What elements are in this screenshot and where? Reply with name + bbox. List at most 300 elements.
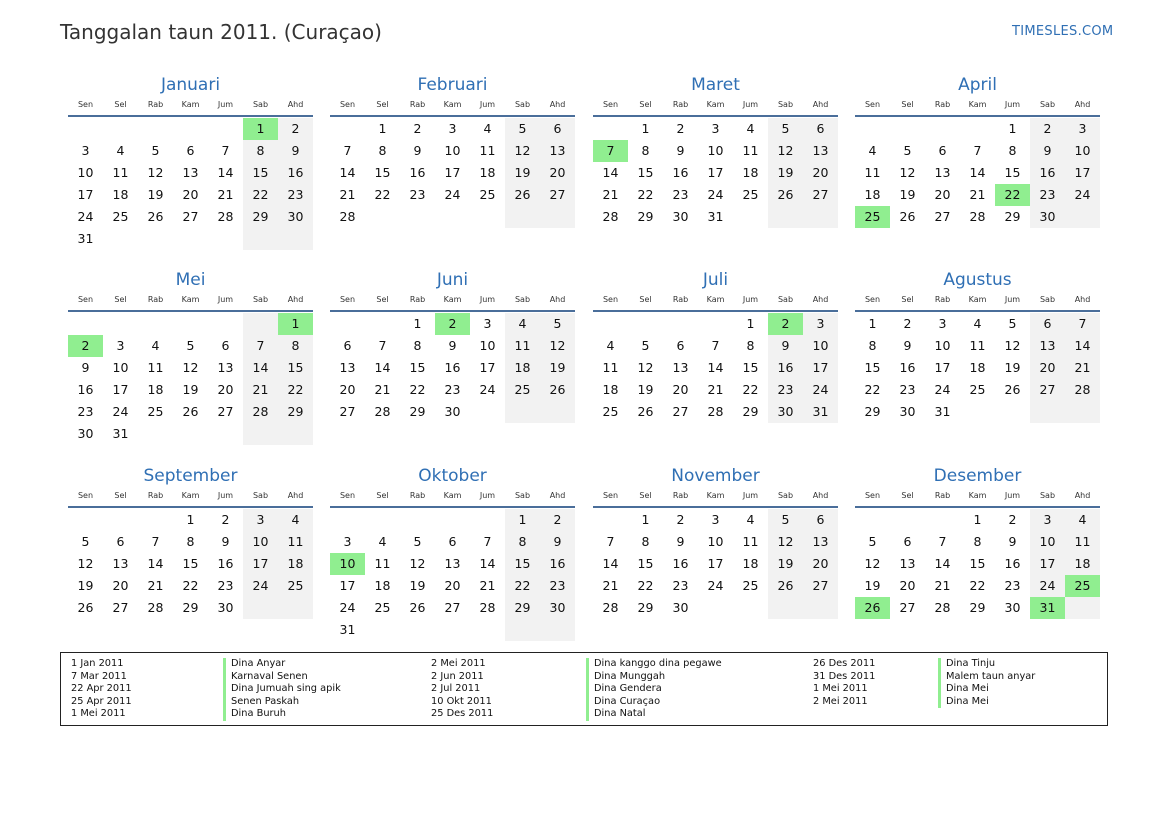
day-cell: 18: [742, 165, 759, 180]
empty-day-cell: [435, 619, 470, 641]
empty-day-cell: [470, 619, 505, 641]
day-cell: 27: [444, 600, 461, 615]
day-cell: 23: [278, 184, 313, 206]
empty-day-cell: [138, 118, 173, 140]
day-cell: 24: [1030, 575, 1065, 597]
day-grid: [330, 312, 575, 423]
weekday-label: Sel: [639, 100, 652, 109]
day-cell: 2: [413, 121, 422, 136]
day-cell: 26: [182, 404, 199, 419]
day-cell: 8: [641, 143, 650, 158]
day-cell: 8: [413, 338, 422, 353]
legend-names-2: [586, 658, 722, 721]
day-cell: 4: [505, 313, 540, 335]
day-cell: 7: [973, 143, 982, 158]
weekday-label: Sen: [602, 491, 619, 500]
day-cell: 27: [803, 184, 838, 206]
day-cell: 18: [112, 187, 129, 202]
month-calendar: [855, 268, 1100, 423]
day-cell: 21: [339, 187, 356, 202]
day-cell: 16: [540, 553, 575, 575]
day-cell: 14: [1065, 335, 1100, 357]
day-cell: 26: [147, 209, 164, 224]
empty-day-cell: [243, 597, 278, 619]
day-cell: 9: [221, 534, 230, 549]
day-cell: 7: [221, 143, 230, 158]
day-cell: 15: [742, 360, 759, 375]
weekday-label: Sen: [602, 295, 619, 304]
day-cell: 8: [868, 338, 877, 353]
day-cell: 14: [339, 165, 356, 180]
day-cell: 16: [217, 556, 234, 571]
day-cell: 11: [374, 556, 391, 571]
empty-day-cell: [1065, 597, 1100, 619]
empty-day-cell: [365, 206, 400, 228]
empty-day-cell: [435, 509, 470, 531]
empty-day-cell: [173, 313, 208, 335]
day-cell: 1: [641, 121, 650, 136]
day-cell: 21: [243, 379, 278, 401]
empty-day-cell: [855, 118, 890, 140]
holiday-day-cell: 7: [593, 140, 628, 162]
day-cell: 20: [672, 382, 689, 397]
day-cell: 23: [768, 379, 803, 401]
legend-holiday: Malem taun anyar: [938, 671, 1035, 684]
holiday-day-cell: 2: [768, 313, 803, 335]
day-cell: 8: [641, 534, 650, 549]
legend-date: 1 Jan 2011: [71, 658, 124, 669]
day-cell: 8: [278, 335, 313, 357]
day-cell: 27: [803, 575, 838, 597]
day-cell: 26: [409, 600, 426, 615]
day-cell: 25: [602, 404, 619, 419]
day-cell: 4: [116, 143, 125, 158]
empty-day-cell: [400, 206, 435, 228]
day-cell: 5: [186, 338, 195, 353]
day-cell: 6: [1030, 313, 1065, 335]
day-cell: 12: [409, 556, 426, 571]
day-cell: 19: [864, 578, 881, 593]
day-cell: 8: [746, 338, 755, 353]
day-cell: 27: [540, 184, 575, 206]
holiday-day-cell: 25: [1065, 575, 1100, 597]
legend-names-3: [938, 658, 1035, 708]
empty-day-cell: [173, 228, 208, 250]
legend-date: 31 Des 2011: [813, 670, 876, 682]
weekday-label: Ahd: [549, 491, 566, 500]
empty-day-cell: [470, 206, 505, 228]
holiday-day-cell: 10: [330, 553, 365, 575]
legend-holiday: Karnaval Senen: [223, 671, 341, 684]
weekday-label: Ahd: [812, 295, 829, 304]
weekday-label: Rab: [672, 100, 689, 109]
day-cell: 4: [746, 512, 755, 527]
day-cell: 22: [243, 184, 278, 206]
empty-day-cell: [540, 206, 575, 228]
day-cell: 29: [969, 600, 986, 615]
day-cell: 22: [864, 382, 881, 397]
legend-date: 7 Mar 2011: [71, 670, 127, 682]
day-cell: 8: [1008, 143, 1017, 158]
day-cell: 26: [1004, 382, 1021, 397]
day-cell: 6: [903, 534, 912, 549]
day-cell: 10: [243, 531, 278, 553]
day-cell: 12: [768, 140, 803, 162]
legend-holiday: Dina Buruh: [223, 708, 341, 721]
weekday-label: Sen: [339, 491, 356, 500]
day-cell: 15: [637, 165, 654, 180]
day-cell: 13: [672, 360, 689, 375]
day-cell: 28: [1065, 379, 1100, 401]
month-calendar: [330, 73, 575, 228]
day-cell: 1: [641, 512, 650, 527]
empty-day-cell: [278, 423, 313, 445]
day-cell: 25: [742, 187, 759, 202]
empty-day-cell: [540, 619, 575, 641]
day-cell: 29: [182, 600, 199, 615]
day-cell: 23: [444, 382, 461, 397]
day-cell: 31: [112, 426, 129, 441]
holiday-day-cell: 26: [855, 597, 890, 619]
day-cell: 28: [374, 404, 391, 419]
month-name: Oktober: [418, 466, 487, 486]
day-cell: 3: [116, 338, 125, 353]
day-cell: 28: [479, 600, 496, 615]
day-cell: 22: [409, 382, 426, 397]
legend-names-1: [223, 658, 341, 721]
day-cell: 28: [602, 209, 619, 224]
day-cell: 21: [934, 578, 951, 593]
day-cell: 27: [217, 404, 234, 419]
legend-date: 1 Mei 2011: [813, 683, 868, 695]
month-name: Januari: [160, 75, 221, 95]
month-calendar: [855, 464, 1100, 619]
legend-date: 25 Des 2011: [431, 708, 494, 720]
day-cell: 3: [938, 316, 947, 331]
day-cell: 4: [483, 121, 492, 136]
day-cell: 29: [505, 597, 540, 619]
legend-dates-1: [71, 658, 132, 721]
empty-day-cell: [890, 509, 925, 531]
month-calendar: [330, 464, 575, 641]
day-cell: 19: [182, 382, 199, 397]
empty-day-cell: [138, 313, 173, 335]
day-cell: 13: [899, 556, 916, 571]
empty-day-cell: [243, 228, 278, 250]
day-cell: 11: [602, 360, 619, 375]
day-cell: 1: [1008, 121, 1017, 136]
weekday-header: [330, 292, 575, 312]
day-cell: 16: [1004, 556, 1021, 571]
day-cell: 1: [186, 512, 195, 527]
day-cell: 22: [637, 187, 654, 202]
day-cell: 21: [602, 187, 619, 202]
day-cell: 30: [672, 600, 689, 615]
empty-day-cell: [278, 228, 313, 250]
empty-day-cell: [365, 313, 400, 335]
day-cell: 28: [243, 401, 278, 423]
day-cell: 17: [934, 360, 951, 375]
day-cell: 27: [182, 209, 199, 224]
day-cell: 24: [707, 578, 724, 593]
weekday-label: Kam: [968, 491, 987, 500]
day-cell: 20: [1030, 357, 1065, 379]
day-cell: 5: [641, 338, 650, 353]
day-cell: 12: [768, 531, 803, 553]
day-cell: 2: [1008, 512, 1017, 527]
day-cell: 5: [540, 313, 575, 335]
day-cell: 19: [540, 357, 575, 379]
weekday-label: Sel: [376, 491, 389, 500]
day-cell: 2: [278, 118, 313, 140]
day-cell: 2: [221, 512, 230, 527]
day-cell: 10: [707, 534, 724, 549]
empty-day-cell: [435, 206, 470, 228]
weekday-label: Sab: [777, 100, 794, 109]
weekday-label: Rab: [147, 295, 164, 304]
day-cell: 15: [409, 360, 426, 375]
day-cell: 22: [742, 382, 759, 397]
day-cell: 20: [803, 162, 838, 184]
day-cell: 3: [1030, 509, 1065, 531]
day-cell: 31: [77, 231, 94, 246]
day-cell: 19: [147, 187, 164, 202]
weekday-label: Rab: [409, 295, 426, 304]
day-cell: 31: [803, 401, 838, 423]
day-cell: 5: [868, 534, 877, 549]
day-cell: 24: [1065, 184, 1100, 206]
day-cell: 17: [444, 165, 461, 180]
day-cell: 18: [1065, 553, 1100, 575]
day-cell: 14: [934, 556, 951, 571]
day-cell: 24: [444, 187, 461, 202]
day-cell: 7: [483, 534, 492, 549]
day-cell: 27: [934, 209, 951, 224]
weekday-label: Ahd: [812, 100, 829, 109]
day-cell: 3: [81, 143, 90, 158]
day-cell: 12: [77, 556, 94, 571]
day-cell: 9: [1030, 140, 1065, 162]
weekday-label: Sen: [77, 491, 94, 500]
day-grid: [330, 117, 575, 228]
day-cell: 14: [243, 357, 278, 379]
day-cell: 25: [742, 578, 759, 593]
weekday-label: Sel: [901, 491, 914, 500]
day-cell: 3: [711, 512, 720, 527]
weekday-label: Kam: [443, 491, 462, 500]
empty-day-cell: [243, 423, 278, 445]
day-cell: 20: [934, 187, 951, 202]
empty-day-cell: [68, 509, 103, 531]
day-cell: 30: [768, 401, 803, 423]
legend-holiday: Dina Anyar: [223, 658, 341, 671]
day-cell: 11: [147, 360, 164, 375]
day-cell: 14: [479, 556, 496, 571]
empty-day-cell: [330, 118, 365, 140]
day-cell: 5: [505, 118, 540, 140]
weekday-header: [855, 488, 1100, 508]
day-cell: 6: [676, 338, 685, 353]
day-cell: 20: [182, 187, 199, 202]
day-cell: 25: [374, 600, 391, 615]
empty-day-cell: [208, 313, 243, 335]
day-cell: 15: [1004, 165, 1021, 180]
day-cell: 29: [742, 404, 759, 419]
day-cell: 20: [899, 578, 916, 593]
day-cell: 12: [505, 140, 540, 162]
day-cell: 12: [147, 165, 164, 180]
weekday-label: Jum: [1004, 295, 1021, 304]
day-cell: 6: [448, 534, 457, 549]
day-cell: 22: [505, 575, 540, 597]
day-cell: 7: [151, 534, 160, 549]
day-cell: 20: [803, 553, 838, 575]
holiday-day-cell: 2: [435, 313, 470, 335]
weekday-label: Kam: [181, 100, 200, 109]
weekday-label: Jum: [742, 295, 759, 304]
day-cell: 15: [637, 556, 654, 571]
empty-day-cell: [208, 118, 243, 140]
day-cell: 6: [938, 143, 947, 158]
legend-holiday: Dina Gendera: [586, 683, 722, 696]
month-name: Agustus: [943, 270, 1012, 290]
weekday-label: Sab: [1039, 295, 1056, 304]
day-cell: 15: [182, 556, 199, 571]
day-cell: 1: [868, 316, 877, 331]
weekday-label: Ahd: [549, 100, 566, 109]
site-link[interactable]: TIMESLES.COM: [1012, 24, 1114, 39]
empty-day-cell: [925, 509, 960, 531]
day-cell: 23: [1004, 578, 1021, 593]
day-cell: 2: [540, 509, 575, 531]
weekday-label: Ahd: [1074, 100, 1091, 109]
day-cell: 22: [182, 578, 199, 593]
weekday-label: Ahd: [287, 100, 304, 109]
day-cell: 25: [278, 575, 313, 597]
day-cell: 24: [77, 209, 94, 224]
legend-holiday: Dina Mei: [938, 696, 1035, 709]
legend-date: 10 Okt 2011: [431, 695, 492, 707]
weekday-label: Jum: [742, 491, 759, 500]
day-cell: 16: [672, 556, 689, 571]
day-grid: [68, 312, 313, 445]
day-cell: 5: [413, 534, 422, 549]
day-cell: 21: [479, 578, 496, 593]
day-cell: 4: [151, 338, 160, 353]
weekday-label: Kam: [706, 491, 725, 500]
day-cell: 28: [339, 209, 356, 224]
day-cell: 30: [540, 597, 575, 619]
weekday-header: [855, 97, 1100, 117]
day-cell: 5: [81, 534, 90, 549]
day-grid: [593, 117, 838, 228]
day-cell: 24: [112, 404, 129, 419]
weekday-label: Sen: [864, 100, 881, 109]
day-cell: 14: [707, 360, 724, 375]
legend-dates-3: [813, 658, 875, 708]
day-cell: 18: [969, 360, 986, 375]
day-cell: 13: [934, 165, 951, 180]
holiday-day-cell: 25: [855, 206, 890, 228]
day-cell: 20: [444, 578, 461, 593]
day-cell: 9: [676, 534, 685, 549]
empty-day-cell: [365, 619, 400, 641]
day-cell: 16: [768, 357, 803, 379]
day-cell: 10: [112, 360, 129, 375]
weekday-label: Rab: [147, 100, 164, 109]
day-cell: 8: [505, 531, 540, 553]
day-cell: 1: [746, 316, 755, 331]
day-cell: 25: [505, 379, 540, 401]
day-cell: 5: [768, 118, 803, 140]
day-cell: 11: [742, 143, 759, 158]
day-cell: 14: [969, 165, 986, 180]
day-cell: 3: [1065, 118, 1100, 140]
day-cell: 10: [803, 335, 838, 357]
day-cell: 30: [1004, 600, 1021, 615]
day-cell: 1: [505, 509, 540, 531]
day-cell: 29: [637, 600, 654, 615]
day-cell: 31: [339, 622, 356, 637]
month-name: Juli: [702, 270, 729, 290]
day-grid: [68, 508, 313, 619]
legend-date: 2 Jul 2011: [431, 683, 481, 695]
month-calendar: [593, 464, 838, 619]
day-cell: 13: [803, 531, 838, 553]
day-cell: 12: [899, 165, 916, 180]
day-cell: 15: [864, 360, 881, 375]
empty-day-cell: [803, 206, 838, 228]
legend-dates-2: [431, 658, 493, 721]
day-cell: 21: [217, 187, 234, 202]
empty-day-cell: [855, 509, 890, 531]
empty-day-cell: [803, 597, 838, 619]
day-cell: 30: [77, 426, 94, 441]
weekday-label: Jum: [742, 100, 759, 109]
month-calendar: [330, 268, 575, 423]
weekday-label: Ahd: [287, 295, 304, 304]
day-cell: 23: [672, 578, 689, 593]
day-cell: 13: [444, 556, 461, 571]
legend-holiday: Senen Paskah: [223, 696, 341, 709]
month-name: Maret: [691, 75, 740, 95]
empty-day-cell: [960, 401, 995, 423]
empty-day-cell: [628, 313, 663, 335]
weekday-label: Ahd: [1074, 491, 1091, 500]
day-cell: 25: [112, 209, 129, 224]
day-cell: 11: [742, 534, 759, 549]
day-cell: 23: [77, 404, 94, 419]
day-cell: 27: [112, 600, 129, 615]
day-cell: 13: [217, 360, 234, 375]
day-cell: 27: [339, 404, 356, 419]
day-grid: [330, 508, 575, 641]
weekday-label: Sel: [639, 295, 652, 304]
weekday-label: Sel: [901, 100, 914, 109]
weekday-label: Sab: [1039, 100, 1056, 109]
day-cell: 18: [505, 357, 540, 379]
month-calendar: [68, 268, 313, 445]
legend-date: 25 Apr 2011: [71, 695, 132, 707]
legend-holiday: Dina Munggah: [586, 671, 722, 684]
day-cell: 23: [672, 187, 689, 202]
month-calendar: [593, 268, 838, 423]
day-cell: 24: [479, 382, 496, 397]
day-cell: 3: [343, 534, 352, 549]
day-cell: 19: [768, 162, 803, 184]
day-cell: 11: [505, 335, 540, 357]
weekday-label: Kam: [443, 100, 462, 109]
